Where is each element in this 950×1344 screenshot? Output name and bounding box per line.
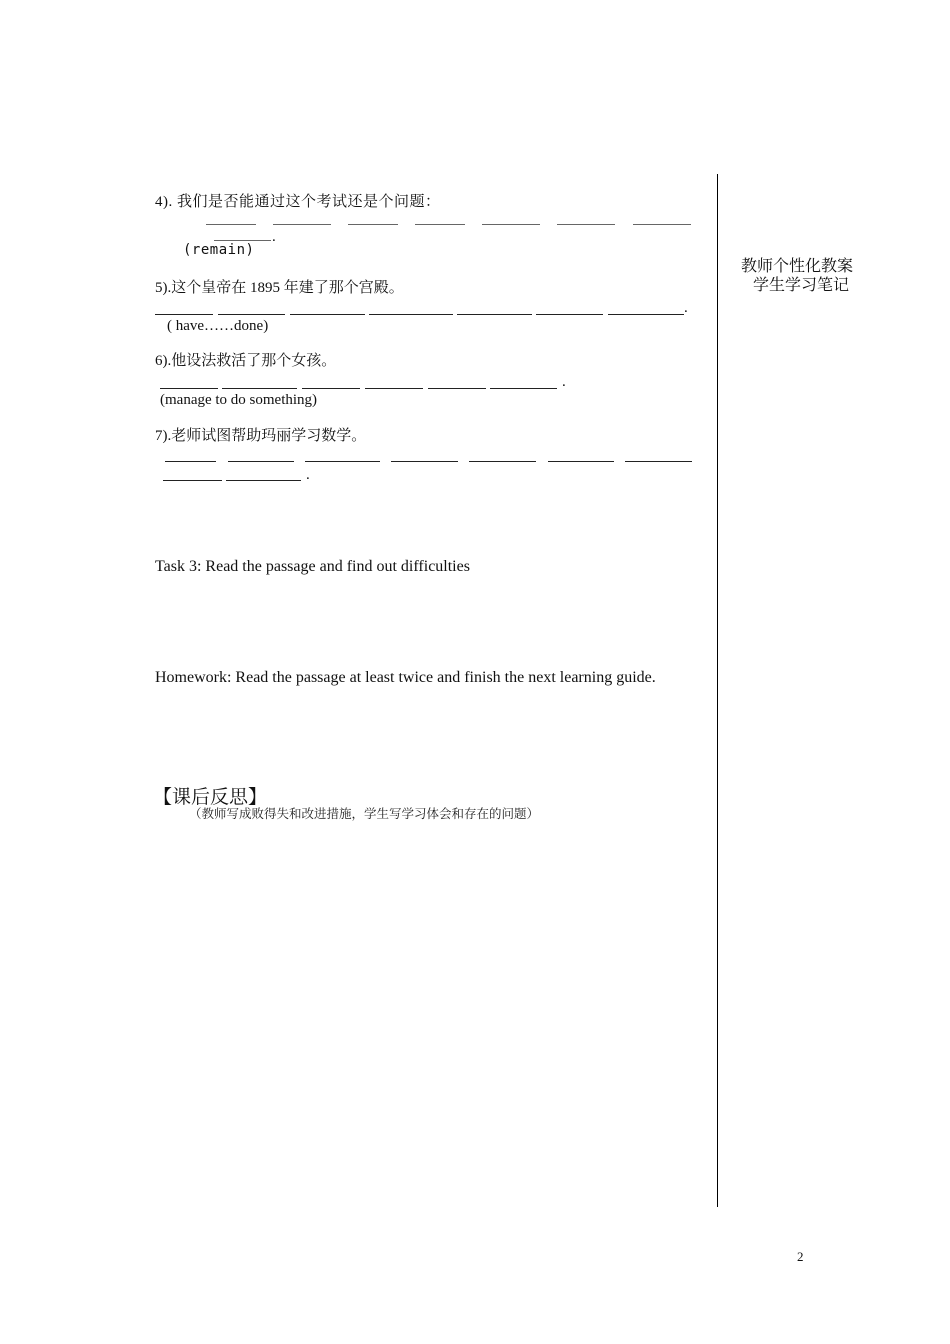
question-4-prompt: 4). 我们是否能通过这个考试还是个问题： [155, 194, 441, 210]
blank[interactable] [273, 224, 331, 225]
blank[interactable] [482, 224, 540, 225]
blank[interactable] [226, 480, 301, 481]
blank[interactable] [165, 461, 216, 462]
sidebar-title-student: 学生学习笔记 [753, 277, 850, 294]
blank[interactable] [290, 314, 365, 315]
question-6-hint: (manage to do something) [160, 392, 318, 408]
blank[interactable] [633, 224, 691, 225]
question-7-end-punct: . [306, 467, 310, 483]
blank[interactable] [302, 388, 360, 389]
blank[interactable] [490, 388, 557, 389]
blank[interactable] [206, 224, 256, 225]
blank[interactable] [536, 314, 603, 315]
blank[interactable] [305, 461, 380, 462]
blank[interactable] [348, 224, 398, 225]
blank[interactable] [457, 314, 532, 315]
blank[interactable] [228, 461, 294, 462]
blank[interactable] [608, 314, 684, 315]
blank[interactable] [415, 224, 465, 225]
column-divider [717, 174, 718, 1207]
blank[interactable] [369, 314, 453, 315]
blank[interactable] [214, 240, 271, 241]
question-5-hint: ( have……done) [167, 318, 269, 334]
blank[interactable] [557, 224, 615, 225]
reflection-note: （教师写成败得失和改进措施，学生写学习体会和存在的问题） [189, 807, 540, 821]
question-7-prompt: 7).老师试图帮助玛丽学习数学。 [155, 428, 367, 444]
blank[interactable] [469, 461, 536, 462]
blank[interactable] [160, 388, 218, 389]
blank[interactable] [218, 314, 285, 315]
homework-text: Homework: Read the passage at least twice and finish the next learning guide. [155, 669, 656, 686]
question-5-end-punct: . [684, 300, 688, 316]
task-3-heading: Task 3: Read the passage and find out difficulties [155, 558, 470, 575]
blank[interactable] [155, 314, 213, 315]
blank[interactable] [391, 461, 458, 462]
blank[interactable] [163, 480, 222, 481]
blank[interactable] [365, 388, 423, 389]
question-4-hint: (remain) [183, 242, 255, 258]
reflection-title: 【课后反思】 [153, 787, 268, 808]
blank[interactable] [548, 461, 614, 462]
blank[interactable] [428, 388, 486, 389]
page-number: 2 [797, 1249, 804, 1264]
blank[interactable] [625, 461, 692, 462]
question-6-prompt: 6).他设法救活了那个女孩。 [155, 353, 337, 369]
sidebar-title-teacher: 教师个性化教案 [741, 258, 854, 275]
blank[interactable] [222, 388, 297, 389]
question-4-end-punct: . [272, 229, 276, 245]
question-6-end-punct: . [562, 374, 566, 390]
question-5-prompt: 5).这个皇帝在 1895 年建了那个宫殿。 [155, 280, 404, 296]
